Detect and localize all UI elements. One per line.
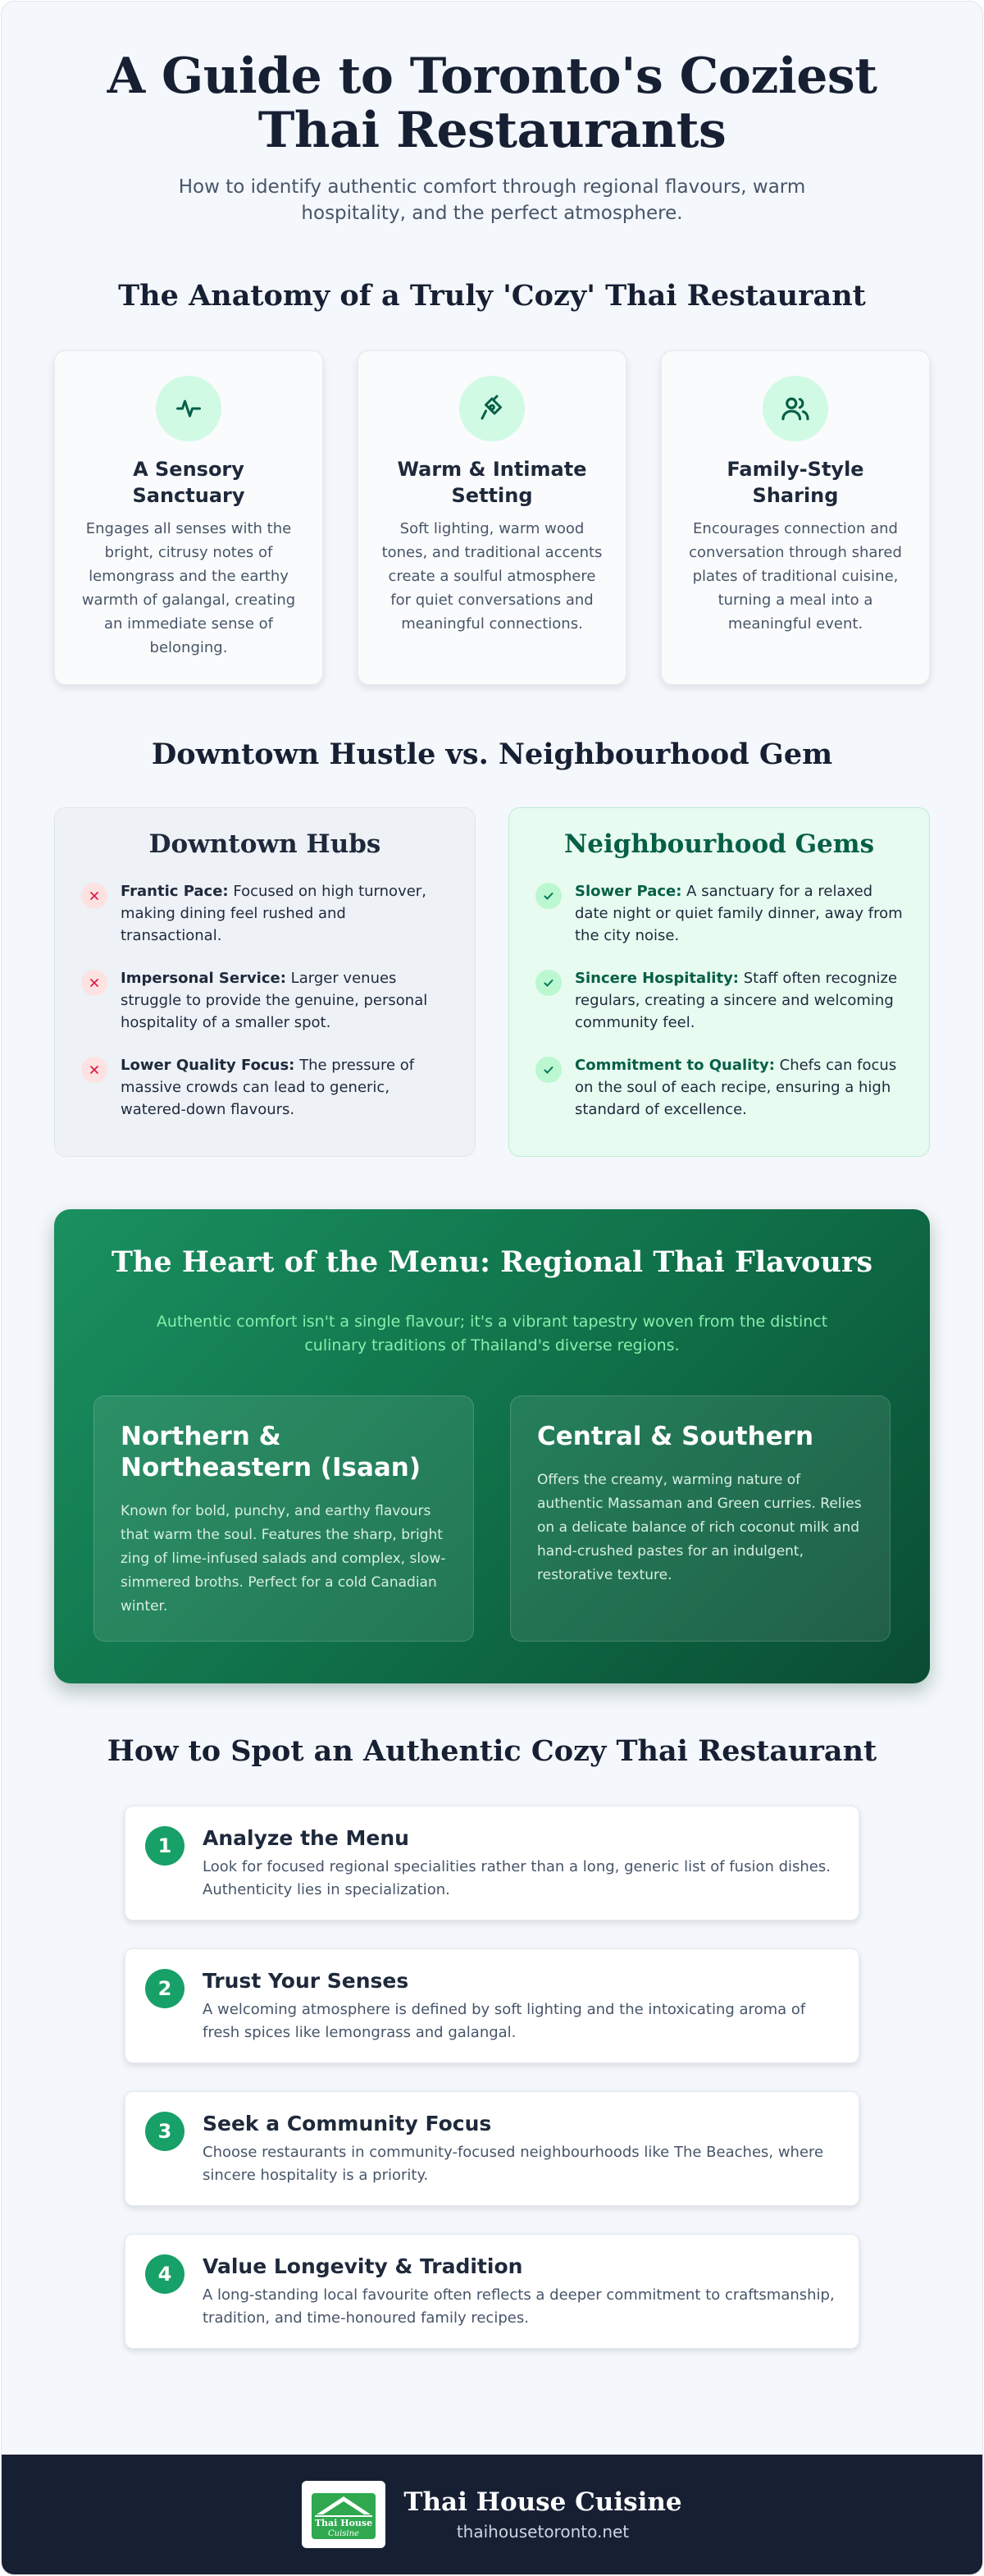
close-icon (81, 1057, 107, 1083)
region-text: Offers the creamy, warming nature of authentic Massaman and Green curries. Relies on a delicate balance of rich coconut milk and hand-crushed pastes for an indulgent, restorative texture. (537, 1472, 862, 1583)
step-card (125, 1806, 859, 1921)
region-title: Northern & Northeastern (Isaan) (121, 1422, 421, 1482)
step-title: Value Longevity & Tradition (203, 2254, 523, 2278)
feature-card (358, 350, 626, 685)
list-item (535, 880, 903, 947)
region-card (510, 1395, 891, 1642)
region-cards (93, 1395, 891, 1642)
step-card (125, 1948, 859, 2063)
item-text: The pressure of massive crowds can lead to generic, watered-down flavours. (121, 1057, 415, 1118)
list-item (81, 880, 449, 947)
downtown-title: Downtown Hubs (148, 829, 381, 859)
regional-flavours-panel (54, 1209, 930, 1683)
list-item (535, 1054, 903, 1121)
step-number: 1 (145, 1826, 184, 1866)
svg-text:Thai House: Thai House (315, 2518, 373, 2528)
item-text: A sanctuary for a relaxed date night or quiet family dinner, away from the city noise. (575, 883, 903, 944)
step-number: 2 (145, 1969, 184, 2008)
item-label: Sincere Hospitality: (575, 970, 740, 987)
pulse-icon (156, 376, 221, 441)
footer (2, 2455, 982, 2574)
step-text: A welcoming atmosphere is defined by soft lighting and the intoxicating aroma of fresh spices like lemongrass and galangal. (203, 2001, 806, 2041)
list-item (81, 1054, 449, 1121)
step-text: A long-standing local favourite often reflects a deeper commitment to craftsmanship, tradition, and time-honoured family recipes. (203, 2286, 835, 2327)
feature-card (661, 350, 930, 685)
feature-card-title: Family-Style Sharing (727, 458, 864, 507)
users-icon (763, 376, 828, 441)
item-text: Focused on high turnover, making dining feel rushed and transactional. (121, 883, 426, 944)
step-title: Analyze the Menu (203, 1826, 409, 1850)
list-item (81, 967, 449, 1034)
downtown-column (54, 807, 476, 1157)
svg-text:Cuisine: Cuisine (328, 2529, 360, 2538)
compare-section-title: Downtown Hustle vs. Neighbourhood Gem (151, 738, 833, 771)
item-label: Impersonal Service: (121, 970, 286, 987)
step-title: Trust Your Senses (203, 1969, 409, 1993)
infographic-page (1, 1, 983, 2575)
feature-card-text: Encourages connection and conversation through shared plates of traditional cuisine, turning a meal into a meaningful event. (689, 520, 902, 633)
item-text: Chefs can focus on the soul of each recipe, ensuring a high standard of excellence. (575, 1057, 897, 1118)
item-label: Slower Pace: (575, 883, 682, 900)
step-text: Choose restaurants in community-focused neighbourhoods like The Beaches, where sincere hospitality is a priority. (203, 2144, 824, 2184)
feature-card-text: Soft lighting, warm wood tones, and traditional accents create a soulful atmosphere for quiet conversations and meaningful connections. (381, 520, 603, 633)
close-icon (81, 970, 107, 996)
item-text: Staff often recognize regulars, creating a sincere and welcoming community feel. (575, 970, 898, 1031)
region-text: Known for bold, punchy, and earthy flavours that warm the soul. Features the sharp, bright zing of lime-infused salads and complex, slow-simmered broths. Perfect for a cold Canadian winter. (121, 1503, 446, 1615)
step-card (125, 2091, 859, 2206)
step-number: 3 (145, 2112, 184, 2151)
page-title: A Guide to Toronto's Coziest Thai Restaurants (107, 48, 877, 159)
thai-house-logo (302, 2481, 385, 2548)
item-label: Frantic Pace: (121, 883, 229, 900)
hero (2, 2, 982, 226)
brand-name: Thai House Cuisine (403, 2487, 682, 2517)
comparison (54, 807, 930, 1157)
regional-flavours-title: The Heart of the Menu: Regional Thai Flavours (111, 1245, 873, 1279)
feature-card-title: A Sensory Sanctuary (132, 458, 245, 507)
step-text: Look for focused regional specialities rather than a long, generic list of fusion dishes. Authenticity lies in specialization. (203, 1858, 831, 1898)
brand-url[interactable]: thaihousetoronto.net (456, 2522, 630, 2542)
anatomy-section-title: The Anatomy of a Truly 'Cozy' Thai Restaurant (118, 279, 866, 313)
item-label: Commitment to Quality: (575, 1057, 775, 1074)
list-item (535, 967, 903, 1034)
item-label: Lower Quality Focus: (121, 1057, 295, 1074)
neighbourhood-column (508, 807, 930, 1157)
step-title: Seek a Community Focus (203, 2112, 492, 2135)
region-title: Central & Southern (537, 1422, 814, 1451)
anatomy-cards (54, 350, 930, 685)
footer-brand (403, 2487, 681, 2542)
feature-card-title: Warm & Intimate Setting (397, 458, 587, 507)
step-number: 4 (145, 2254, 184, 2294)
regional-flavours-lead: Authentic comfort isn't a single flavour; it's a vibrant tapestry woven from the distinct culinary traditions of Thailand's diverse regions. (156, 1313, 828, 1354)
region-card (93, 1395, 474, 1642)
step-card (125, 2234, 859, 2349)
feature-card (54, 350, 323, 685)
item-text: Larger venues struggle to provide the genuine, personal hospitality of a smaller spot. (121, 970, 428, 1031)
check-icon (535, 1057, 562, 1083)
page-subtitle: How to identify authentic comfort through regional flavours, warm hospitality, and the perfect atmosphere. (178, 176, 806, 224)
close-icon (81, 883, 107, 909)
check-icon (535, 883, 562, 909)
steps-section-title: How to Spot an Authentic Cozy Thai Restaurant (107, 1734, 877, 1768)
neighbourhood-title: Neighbourhood Gems (563, 829, 875, 859)
lamp-icon (459, 376, 525, 441)
steps-list (125, 1806, 859, 2349)
check-icon (535, 970, 562, 996)
feature-card-text: Engages all senses with the bright, citrusy notes of lemongrass and the earthy warmth of galangal, creating an immediate sense of belonging. (81, 520, 296, 656)
